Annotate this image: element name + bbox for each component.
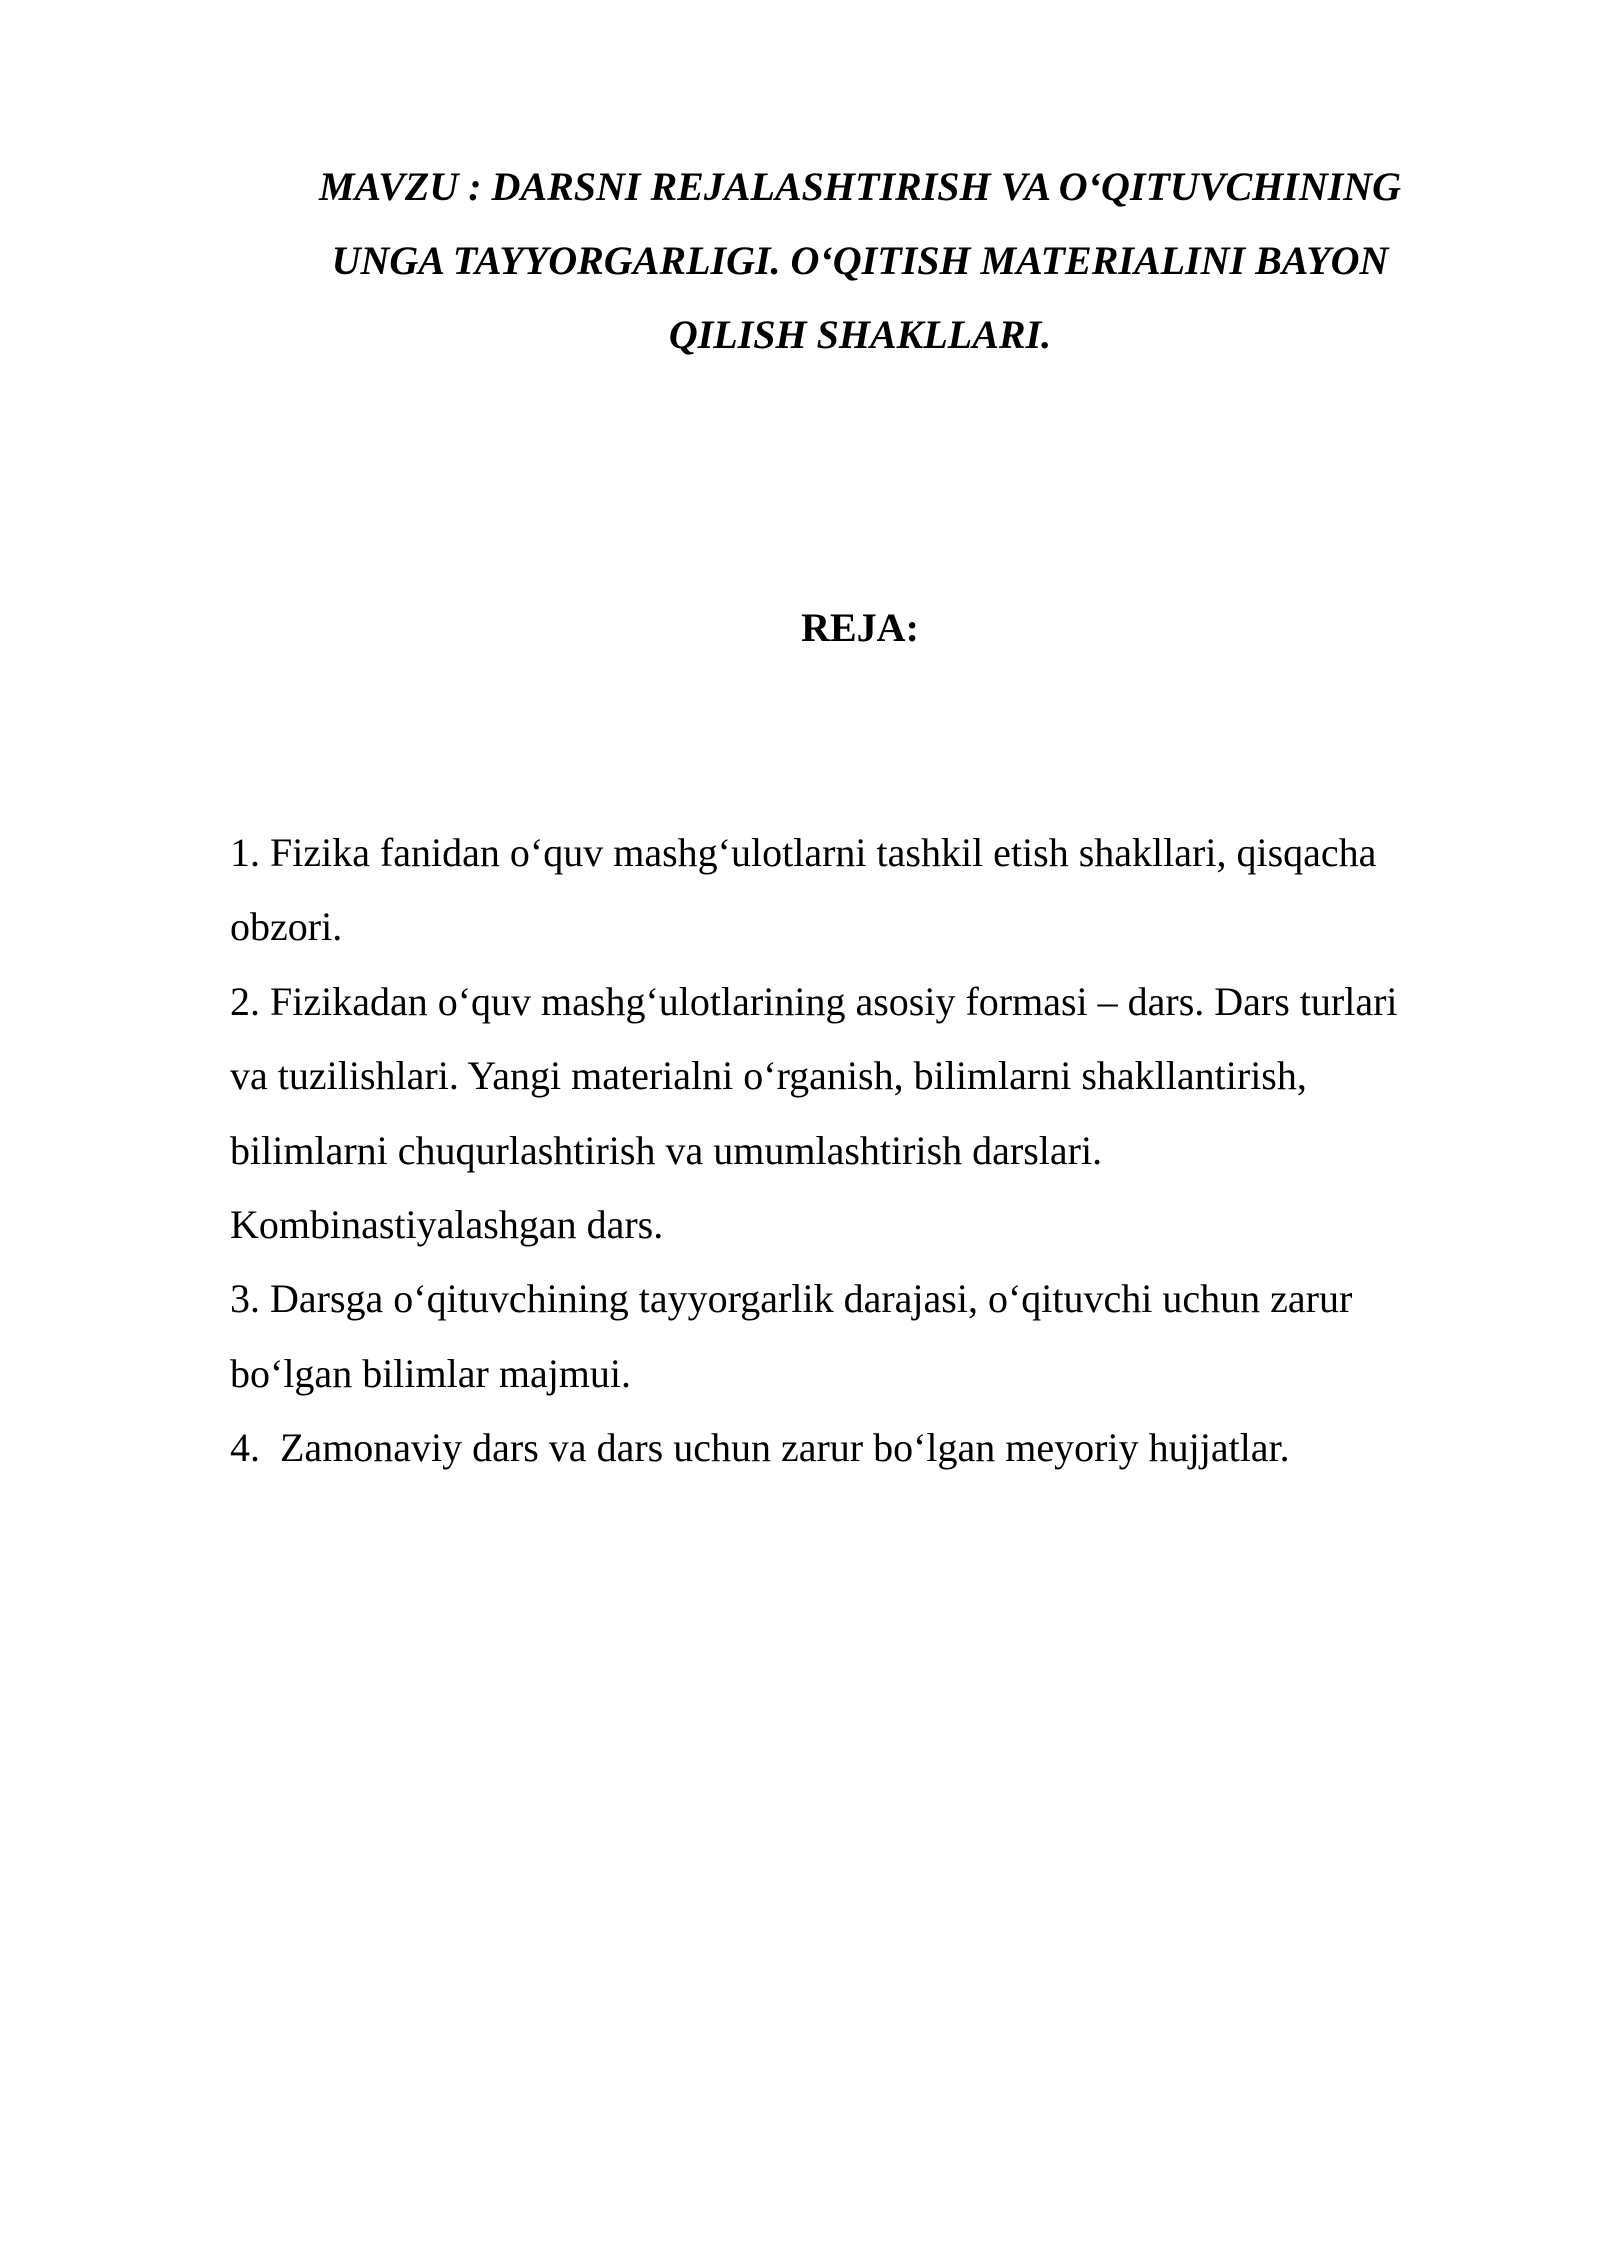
plan-heading: REJA:	[801, 605, 919, 650]
title-line-2: UNGA TAYYORGARLIGI. O‘QITISH MATERIALINI BAYON	[331, 238, 1389, 283]
plan-item-3-line-2: bo‘lgan bilimlar majmui.	[230, 1350, 632, 1396]
plan-item-2-line-3: bilimlarni chuqurlashtirish va umumlashtirish darslari.	[230, 1127, 1103, 1173]
plan-item-1-line-2: obzori.	[230, 904, 343, 950]
plan-item-2-line-4: Kombinastiyalashgan dars.	[230, 1202, 664, 1248]
title-line-3: QILISH SHAKLLARI.	[668, 312, 1052, 357]
plan-item-3-line-1: 3. Darsga o‘qituvchining tayyorgarlik darajasi, o‘qituvchi uchun zarur	[230, 1276, 1353, 1322]
plan-item-2-line-2: va tuzilishlari. Yangi materialni o‘rganish, bilimlarni shakllantirish,	[230, 1053, 1307, 1099]
plan-list	[230, 816, 1530, 1486]
plan-item-2-line-1: 2. Fizikadan o‘quv mashg‘ulotlarining asosiy formasi – dars. Dars turlari	[230, 978, 1398, 1024]
plan-item-4-line-1: 4. Zamonaviy dars va dars uchun zarur bo‘lgan meyoriy hujjatlar.	[230, 1425, 1290, 1471]
document-title	[230, 150, 1490, 372]
plan-item-1-line-1: 1. Fizika fanidan o‘quv mashg‘ulotlarni tashkil etish shakllari, qisqacha	[230, 830, 1377, 875]
title-line-1: MAVZU : DARSNI REJALASHTIRISH VA O‘QITUVCHINING	[318, 164, 1402, 209]
